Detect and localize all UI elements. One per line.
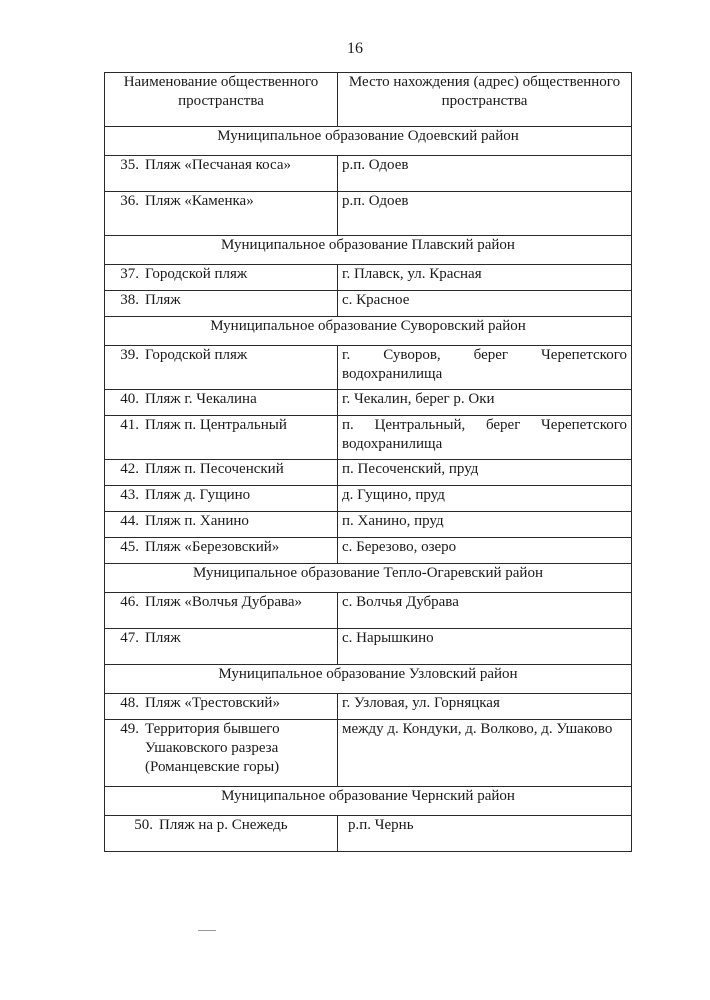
- row-number: 44.: [120, 513, 139, 529]
- space-address: д. Гущино, пруд: [342, 487, 445, 503]
- name-cell: [105, 694, 338, 720]
- space-address: г. Чекалин, берег р. Оки: [342, 391, 495, 407]
- table-row: [105, 512, 632, 538]
- space-name: Пляж п. Песоченский: [145, 461, 284, 477]
- space-address: р.п. Одоев: [342, 157, 409, 173]
- name-cell: [105, 593, 338, 629]
- table-row: [105, 192, 632, 236]
- row-number: 43.: [120, 487, 139, 503]
- space-name: Пляж: [145, 630, 181, 646]
- name-cell: [105, 265, 338, 291]
- space-name: Пляж «Каменка»: [145, 193, 254, 209]
- space-name: Городской пляж: [145, 347, 248, 363]
- space-address: п. Центральный, берег Черепетского водохранилища: [342, 417, 627, 452]
- address-cell: [338, 291, 632, 317]
- section-title: Муниципальное образование Тепло-Огаревский район: [105, 564, 632, 593]
- address-cell: [338, 512, 632, 538]
- space-name: Пляж «Березовский»: [145, 539, 280, 555]
- space-name: Территория бывшего Ушаковского разреза (Романцевские горы): [145, 721, 280, 775]
- address-cell: [338, 460, 632, 486]
- name-cell: [105, 720, 338, 787]
- space-address: с. Волчья Дубрава: [342, 594, 459, 610]
- name-cell: [105, 346, 338, 390]
- table-row: [105, 460, 632, 486]
- address-cell: [338, 156, 632, 192]
- address-cell: [338, 192, 632, 236]
- header-name-cell: Наименование общественного пространства: [105, 73, 338, 127]
- row-number: 37.: [120, 266, 139, 282]
- space-address: п. Ханино, пруд: [342, 513, 444, 529]
- address-cell: [338, 694, 632, 720]
- section-title: Муниципальное образование Одоевский район: [105, 127, 632, 156]
- space-address: г. Суворов, берег Черепетского водохранилища: [342, 347, 627, 382]
- section-title: Муниципальное образование Узловский район: [105, 665, 632, 694]
- name-cell: [105, 460, 338, 486]
- space-address: между д. Кондуки, д. Волково, д. Ушаково: [342, 721, 613, 737]
- table-row: [105, 265, 632, 291]
- table-row: [105, 593, 632, 629]
- space-name: Пляж п. Ханино: [145, 513, 249, 529]
- name-cell: [105, 416, 338, 460]
- row-number: 39.: [120, 347, 139, 363]
- space-name: Городской пляж: [145, 266, 248, 282]
- space-address: р.п. Одоев: [342, 193, 409, 209]
- name-cell: [105, 538, 338, 564]
- section-header-row: [105, 236, 632, 265]
- address-cell: [338, 629, 632, 665]
- name-cell: [105, 629, 338, 665]
- address-cell: [338, 720, 632, 787]
- section-header-row: [105, 564, 632, 593]
- space-name: Пляж: [145, 292, 181, 308]
- table-row: [105, 629, 632, 665]
- table-row: [105, 346, 632, 390]
- address-cell: [338, 346, 632, 390]
- address-cell: [338, 486, 632, 512]
- row-number: 48.: [120, 695, 139, 711]
- space-name: Пляж д. Гущино: [145, 487, 251, 503]
- section-header-row: [105, 317, 632, 346]
- row-number: 36.: [120, 193, 139, 209]
- row-number: 40.: [120, 391, 139, 407]
- section-header-row: [105, 665, 632, 694]
- section-title: Муниципальное образование Плавский район: [105, 236, 632, 265]
- public-spaces-table: [104, 72, 632, 852]
- row-number: 45.: [120, 539, 139, 555]
- name-cell: [105, 390, 338, 416]
- name-cell: [105, 816, 338, 852]
- space-name: Пляж «Песчаная коса»: [145, 157, 291, 173]
- row-number: 47.: [120, 630, 139, 646]
- address-cell: [338, 390, 632, 416]
- space-address: с. Березово, озеро: [342, 539, 457, 555]
- section-title: Муниципальное образование Чернский район: [105, 787, 632, 816]
- address-cell: [338, 416, 632, 460]
- space-address: с. Красное: [342, 292, 410, 308]
- table-header-row: [105, 73, 632, 127]
- section-header-row: [105, 787, 632, 816]
- table-row: [105, 538, 632, 564]
- name-cell: [105, 512, 338, 538]
- space-name: Пляж «Трестовский»: [145, 695, 280, 711]
- row-number: 41.: [120, 417, 139, 433]
- table-row: [105, 156, 632, 192]
- space-name: Пляж «Волчья Дубрава»: [145, 594, 303, 610]
- table-row: [105, 416, 632, 460]
- row-number: 46.: [120, 594, 139, 610]
- section-title: Муниципальное образование Суворовский район: [105, 317, 632, 346]
- table-row: [105, 816, 632, 852]
- row-number: 49.: [120, 721, 139, 737]
- table-row: [105, 291, 632, 317]
- name-cell: [105, 291, 338, 317]
- table-row: [105, 694, 632, 720]
- address-cell: [338, 538, 632, 564]
- space-address: п. Песоченский, пруд: [342, 461, 479, 477]
- name-cell: [105, 486, 338, 512]
- space-name: Пляж на р. Снежедь: [159, 817, 288, 833]
- scan-artifact: [198, 930, 216, 931]
- table-row: [105, 486, 632, 512]
- name-cell: [105, 192, 338, 236]
- space-name: Пляж г. Чекалина: [145, 391, 257, 407]
- space-name: Пляж п. Центральный: [145, 417, 287, 433]
- section-header-row: [105, 127, 632, 156]
- space-address: г. Плавск, ул. Красная: [342, 266, 482, 282]
- header-address-cell: Место нахождения (адрес) общественного пространства: [338, 73, 632, 127]
- address-cell: [338, 265, 632, 291]
- address-cell: [338, 593, 632, 629]
- page-number: 16: [347, 40, 363, 57]
- space-address: с. Нарышкино: [342, 630, 434, 646]
- row-number: 50.: [134, 817, 153, 833]
- address-cell: [338, 816, 632, 852]
- space-address: р.п. Чернь: [348, 817, 414, 833]
- name-cell: [105, 156, 338, 192]
- row-number: 35.: [120, 157, 139, 173]
- space-address: г. Узловая, ул. Горняцкая: [342, 695, 500, 711]
- row-number: 42.: [120, 461, 139, 477]
- table-row: [105, 390, 632, 416]
- table-row: [105, 720, 632, 787]
- row-number: 38.: [120, 292, 139, 308]
